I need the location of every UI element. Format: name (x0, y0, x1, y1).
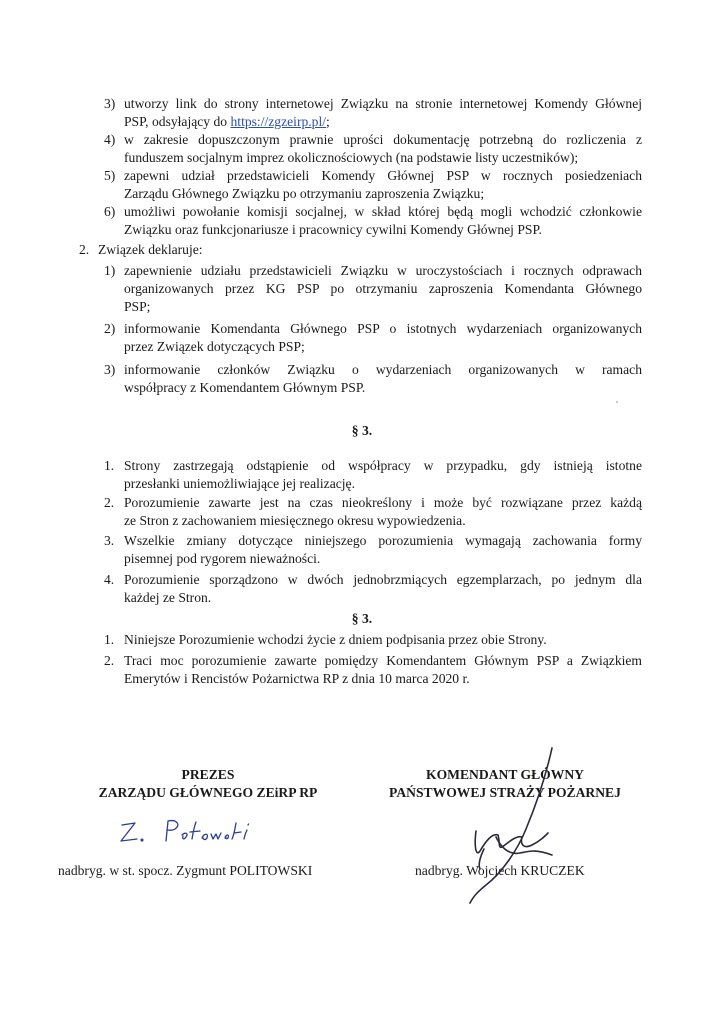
list-item-line: Strony zastrzegają odstąpienie od współpracy w przypadku, gdy istnieją istotne (124, 458, 642, 473)
list-item-line: utworzy link do strony internetowej Związku na stronie internetowej Komendy Głównej (124, 96, 642, 111)
list-item-line: Zarządu Głównego Związku po otrzymaniu zaproszenia Związku; (124, 186, 485, 201)
list-item-number: 1. (104, 632, 115, 647)
section-heading: § 3. (351, 611, 373, 626)
list-item-line: przesłanki uniemożliwiające jej realizację. (124, 476, 355, 491)
point-heading: Związek deklaruje: (98, 242, 203, 257)
list-item-line: Porozumienie zawarte jest na czas nieokreślony i może być rozwiązane przez każdą (124, 495, 642, 510)
list-item-line: przez Związek dotyczących PSP; (124, 339, 305, 354)
scan-speck (616, 401, 618, 403)
left-signatory-name: nadbryg. w st. spocz. Zygmunt POLITOWSKI (58, 863, 313, 878)
list-item-line: informowanie członków Związku o wydarzeniach organizowanych w ramach (124, 362, 642, 377)
list-item-number: 2. (104, 653, 115, 668)
list-item-line: Niniejsze Porozumienie wchodzi życie z dniem podpisania przez obie Strony. (124, 632, 547, 647)
right-signatory-organization: PAŃSTWOWEJ STRAŻY POŻARNEJ (389, 785, 621, 800)
list-item-line: zapewni udział przedstawicieli Komendy Głównej PSP w rocznych posiedzeniach (124, 168, 642, 183)
section-heading: § 3. (351, 423, 373, 438)
right-signatory-title: KOMENDANT GŁÓWNY (426, 767, 584, 782)
right-signatory-name: nadbryg. Wojciech KRUCZEK (415, 863, 585, 878)
list-item-line: Wszelkie zmiany dotyczące niniejszego porozumienia wymagają zachowania formy (124, 533, 642, 548)
list-item-line: Traci moc porozumienie zawarte pomiędzy Komendantem Głównym PSP a Związkiem (124, 653, 642, 668)
list-item-number: 3) (104, 362, 116, 377)
list-item-line: informowanie Komendanta Głównego PSP o istotnych wydarzeniach organizowanych (124, 321, 642, 336)
list-item-number: 3) (104, 96, 116, 111)
list-item-number: 1. (104, 458, 115, 473)
list-item-line: funduszem socjalnym imprez okolicznościowych (na podstawie listy uczestników); (124, 150, 579, 165)
list-item-line: Porozumienie sporządzono w dwóch jednobrzmiących egzemplarzach, po jednym dla (124, 572, 642, 587)
list-item-number: 4. (104, 572, 115, 587)
list-item-line: zapewnienie udziału przedstawicieli Związku w uroczystościach i rocznych odprawach (124, 263, 642, 278)
point-number: 2. (79, 242, 90, 257)
union-website-link[interactable]: https://zgzeirp.pl/ (230, 114, 327, 129)
list-item-number: 4) (104, 132, 116, 147)
left-signatory-title: PREZES (181, 767, 235, 782)
list-item-number: 5) (104, 168, 116, 183)
list-item-number: 2) (104, 321, 116, 336)
list-item-number: 2. (104, 495, 115, 510)
list-item-line: Emerytów i Rencistów Pożarnictwa RP z dnia 10 marca 2020 r. (124, 671, 470, 686)
list-item-line: organizowanych przez KG PSP po otrzymaniu zaproszenia Komendanta Głównego (124, 281, 642, 296)
left-handwritten-signature (110, 808, 310, 852)
list-item-number: 1) (104, 263, 116, 278)
list-item-text: ; (326, 114, 330, 129)
list-item-line: każdej ze Stron. (124, 590, 212, 605)
list-item-line: pisemnej pod rygorem nieważności. (124, 551, 321, 566)
list-item-number: 6) (104, 204, 116, 219)
list-item-line: umożliwi powołanie komisji socjalnej, w skład której będą mogli wchodzić członkowie (124, 204, 642, 219)
list-item-line: Związku oraz funkcjonariusze i pracownicy cywilni Komendy Głównej PSP. (124, 222, 542, 237)
list-item-line: PSP; (124, 299, 151, 314)
list-item-text: PSP, odsyłający do (124, 114, 231, 129)
list-item-line (124, 113, 330, 131)
list-item-number: 3. (104, 533, 115, 548)
list-item-line: w zakresie dopuszczonym prawnie uprości dokumentację potrzebną do rozliczenia z (124, 132, 642, 147)
list-item-line: współpracy z Komendantem Głównym PSP. (124, 380, 366, 395)
list-item-line: ze Stron z zachowaniem miesięcznego okresu wypowiedzenia. (124, 513, 466, 528)
left-signatory-organization: ZARZĄDU GŁÓWNEGO ZEiRP RP (98, 785, 318, 800)
right-handwritten-signature (440, 745, 590, 915)
